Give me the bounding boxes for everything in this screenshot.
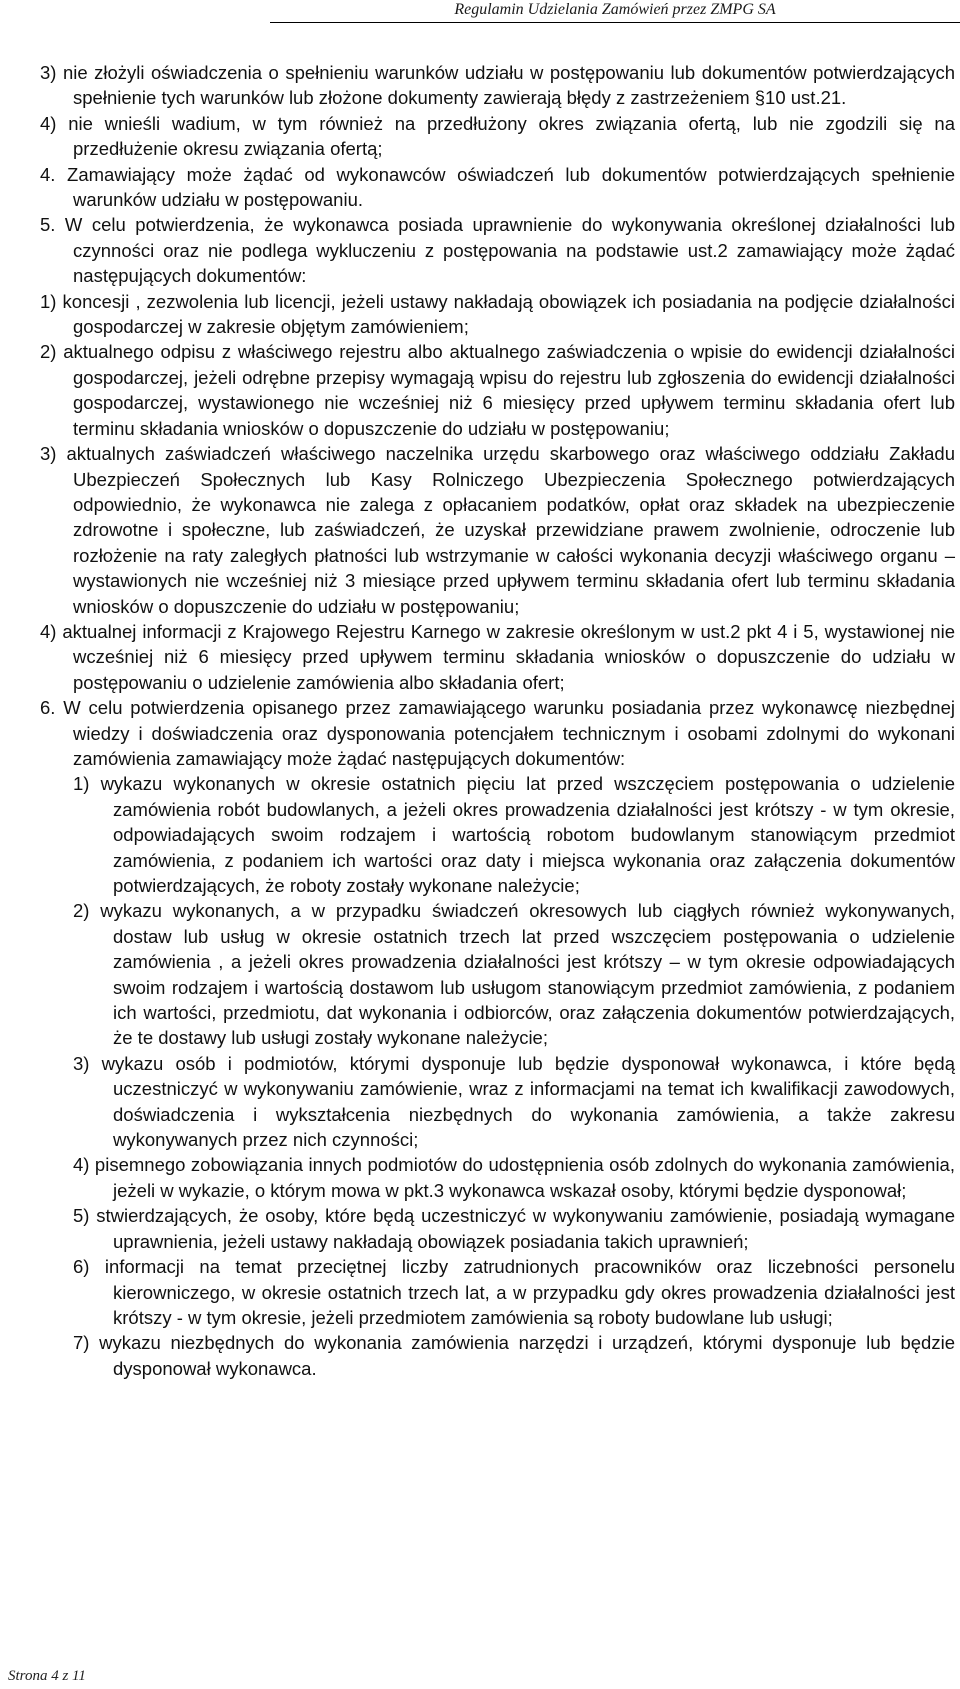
list-6-item-5: 5) stwierdzających, że osoby, które będą uczestniczyć w wykonywaniu zamówienie, posiadają wymagane uprawnienia, jeżeli ustawy nakładają obowiązek posiadania takich uprawnień; xyxy=(73,1205,955,1252)
list-6-item-4: 4) pisemnego zobowiązania innych podmiotów do udostępnienia osób zdolnych do wykonania zamówienia, jeżeli w wykazie, o którym mowa w pkt.3 wykonawca wskazał osoby, którymi będzie dysponował; xyxy=(73,1154,955,1201)
list-5-item-1: 1) koncesji , zezwolenia lub licencji, jeżeli ustawy nakładają obowiązek ich posiadania na podjęcie działalności gospodarczej w zakresie objętym zamówieniem; xyxy=(40,290,955,338)
running-header: Regulamin Udzielania Zamówień przez ZMPG SA xyxy=(270,0,960,23)
list-5-item-4: 4) aktualnej informacji z Krajowego Rejestru Karnego w zakresie określonym w ust.2 pkt 4 i 5, wystawionej nie wcześniej niż 6 miesięcy przed upływem terminu składania wniosków o dopuszczenie do udziału w postępowaniu o udzielenie zamówienia albo składania ofert; xyxy=(40,620,955,693)
list-6-item-2: 2) wykazu wykonanych, a w przypadku świadczeń okresowych lub ciągłych również wykonywanych, dostaw lub usług w okresie ostatnich trzech lat przed wszczęciem postępowania o udzielenie zamówienia , a jeżeli okres prowadzenia działalności jest krótszy – w tym okresie odpowiadających swoim rodzajem i wartością dostawom lub usługom stanowiącym przedmiot zamówienia, z podaniem ich wartości, przedmiotu, dat wykonania i odbiorców, oraz załączenia dokumentów potwierdzających, że te dostawy lub usługi zostały wykonane należycie; xyxy=(73,900,955,1049)
paragraph-3-declarations: 3) nie złożyli oświadczenia o spełnieniu warunków udziału w postępowaniu lub dokumentów potwierdzających spełnienie tych warunków lub złożone dokumenty zawierają błędy z zastrzeżeniem §10 ust.21. xyxy=(40,62,955,109)
list-5-item-2: 2) aktualnego odpisu z właściwego rejestru albo aktualnego zaświadczenia o wpisie do ewidencji działalności gospodarczej, jeżeli odrębne przepisy wymagają wpisu do rejestru lub zgłoszenia do ewidencji działalności gospodarczej, wystawionego nie wcześniej niż 6 miesięcy przed upływem terminu składania ofert lub terminu składania wniosków o dopuszczenie do udziału w postępowaniu; xyxy=(40,341,955,439)
list-6-item-3: 3) wykazu osób i podmiotów, którymi dysponuje lub będzie dysponował wykonawca, i które będą uczestniczyć w wykonywaniu zamówienie, wraz z informacjami na temat ich kwalifikacji zawodowych, doświadczenia i wykształcenia niezbędnych do wykonania zamówienia, a także zakresu wykonywanych przez nich czynności; xyxy=(73,1052,955,1151)
page-number: Strona 4 z 11 xyxy=(8,1668,86,1684)
document-body xyxy=(40,60,955,1381)
section-5-statement: 5. W celu potwierdzenia, że wykonawca posiada uprawnienie do wykonywania określonej działalności lub czynności oraz nie podlega wykluczeniu z postępowania na podstawie ust.2 zamawiający może żądać następujących dokumentów: xyxy=(40,214,955,287)
section-4-statement: 4. Zamawiający może żądać od wykonawców oświadczeń lub dokumentów potwierdzających spełnienie warunków udziału w postępowaniu. xyxy=(40,163,955,211)
section-6-statement: 6. W celu potwierdzenia opisanego przez zamawiającego warunku posiadania przez wykonawcę niezbędnej wiedzy i doświadczenia oraz dysponowania potencjałem technicznym i osobami zdolnymi do wykonani zamówienia zamawiający może żądać następujących dokumentów: xyxy=(40,697,955,769)
list-5-item-3: 3) aktualnych zaświadczeń właściwego naczelnika urzędu skarbowego oraz właściwego oddziału Zakładu Ubezpieczeń Społecznych lub Kasy Rolniczego Ubezpieczenia Społecznego potwierdzających odpowiednio, że wykonawca nie zalega z opłacaniem podatków, opłat oraz składek na ubezpieczenie zdrowotne i społeczne, lub zaświadczeń, że uzyskał przewidziane prawem zwolnienie, odroczenie lub rozłożenie na raty zaległych płatności lub wstrzymanie w całości wykonania decyzji właściwego organu – wystawionych nie wcześniej niż 3 miesiące przed upływem terminu składania ofert lub terminu składania wniosków o dopuszczenie do udziału w postępowaniu; xyxy=(40,443,955,617)
list-6-item-6: 6) informacji na temat przeciętnej liczby zatrudnionych pracowników oraz liczebności personelu kierowniczego, w okresie ostatnich trzech lat, a w przypadku gdy okres prowadzenia działalności jest krótszy - w tym okresie, jeżeli przedmiotem zamówienia są roboty budowlane lub usługi; xyxy=(73,1256,955,1328)
list-6-item-7: 7) wykazu niezbędnych do wykonania zamówienia narzędzi i urządzeń, którymi dysponuje lub będzie dysponował wykonawca. xyxy=(73,1332,955,1379)
paragraph-4-wadium: 4) nie wnieśli wadium, w tym również na przedłużony okres związania ofertą, lub nie zgodzili się na przedłużenie okresu związania ofertą; xyxy=(40,112,955,160)
list-6-item-1: 1) wykazu wykonanych w okresie ostatnich pięciu lat przed wszczęciem postępowania o udzielenie zamówienia robót budowlanych, a jeżeli okres prowadzenia działalności jest krótszy - w tym okresie, odpowiadających swoim rodzajem i wartością robotom budowlanym stanowiącym przedmiot zamówienia, z podaniem ich wartości oraz daty i miejsca wykonania oraz załączenia dokumentów potwierdzających, że roboty zostały wykonane należycie; xyxy=(73,773,955,896)
